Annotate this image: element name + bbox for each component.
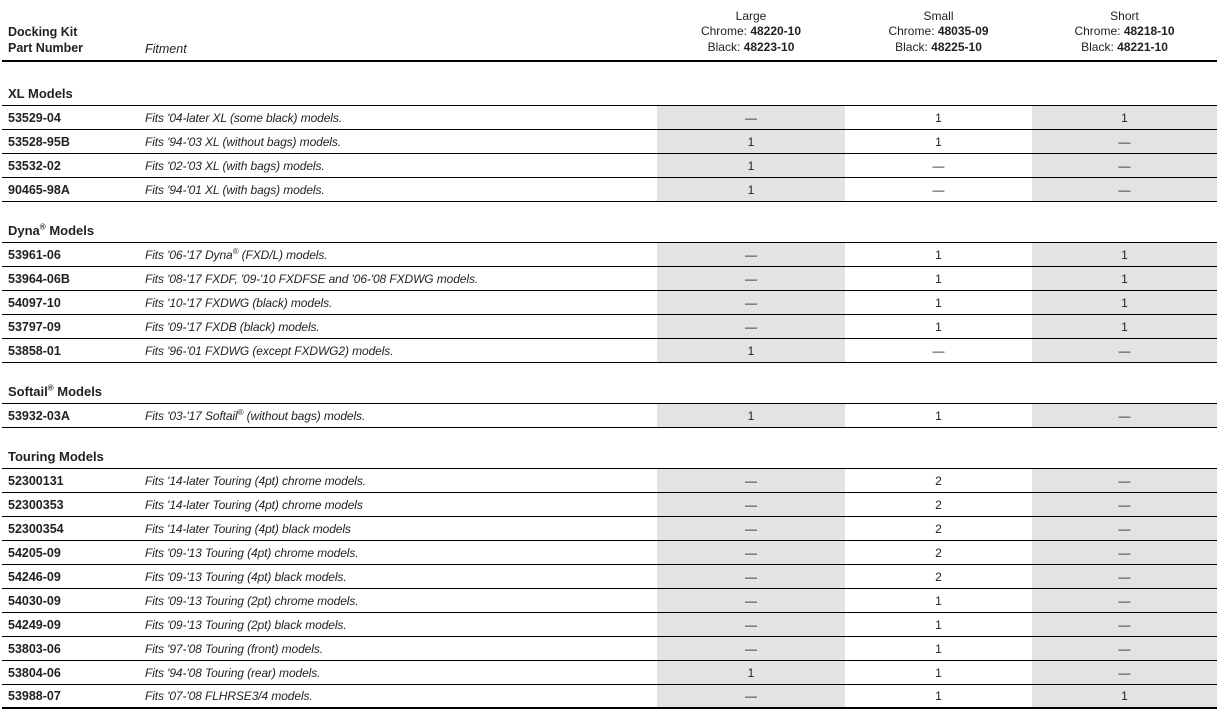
table-row	[2, 243, 1217, 267]
short-qty-cell: —	[1032, 130, 1217, 153]
table-row	[2, 339, 1217, 363]
table-row	[2, 517, 1217, 541]
large-qty-cell: —	[657, 243, 845, 266]
fitment-header: Fitment	[145, 42, 187, 56]
short-qty-cell: —	[1032, 613, 1217, 636]
short-qty-cell: —	[1032, 469, 1217, 492]
fitment-cell: Fits '14-later Touring (4pt) black models	[145, 521, 351, 536]
fitment-cell: Fits '09-'13 Touring (4pt) chrome models.	[145, 545, 359, 560]
small-qty-cell: 1	[935, 408, 942, 423]
chrome-part-number: 48035-09	[937, 24, 989, 38]
fitment-cell: Fits '07-'08 FLHRSE3/4 models.	[145, 689, 313, 703]
large-qty-cell: 1	[657, 339, 845, 362]
chrome-part-number: 48220-10	[750, 24, 802, 38]
black-part-number: 48221-10	[1117, 39, 1168, 54]
short-qty-cell: 1	[1032, 106, 1217, 129]
short-qty-cell: —	[1032, 589, 1217, 612]
short-qty-cell: —	[1032, 178, 1217, 201]
part-number-cell: 53532-02	[8, 158, 61, 173]
large-qty-cell: —	[657, 517, 845, 540]
large-qty-cell: 1	[657, 154, 845, 177]
small-qty-cell: 1	[935, 247, 942, 262]
chrome-part-line	[657, 24, 845, 40]
table-row	[2, 130, 1217, 154]
part-number-cell: 53961-06	[8, 247, 61, 262]
large-qty-cell: 1	[657, 661, 845, 684]
fitment-cell: Fits '09-'13 Touring (2pt) chrome models.	[145, 593, 359, 608]
small-qty-cell: 1	[935, 617, 942, 632]
short-qty-cell: —	[1032, 339, 1217, 362]
black-part-line	[845, 40, 1032, 56]
header-title-line1: Docking Kit	[8, 25, 78, 39]
large-qty-cell: 1	[657, 130, 845, 153]
small-qty-cell: 2	[935, 521, 942, 536]
short-qty-cell: —	[1032, 493, 1217, 516]
section	[2, 384, 1217, 428]
table-row	[2, 637, 1217, 661]
table-row	[2, 589, 1217, 613]
table-row	[2, 565, 1217, 589]
section	[2, 223, 1217, 363]
table-header	[2, 0, 1217, 62]
fitment-cell: Fits '06-'17 Dyna® (FXD/L) models.	[145, 246, 328, 262]
part-number-cell: 52300353	[8, 497, 64, 512]
fitment-cell: Fits '14-later Touring (4pt) chrome models	[145, 497, 363, 512]
section	[2, 449, 1217, 709]
fitment-cell: Fits '10-'17 FXDWG (black) models.	[145, 295, 333, 310]
part-number-cell: 53803-06	[8, 641, 61, 656]
registered-mark: ®	[232, 246, 239, 256]
chrome-label: Chrome:	[700, 24, 747, 38]
small-qty-cell: 1	[935, 593, 942, 608]
part-number-cell: 53797-09	[8, 319, 61, 334]
section-heading: Softail® Models	[2, 384, 1217, 404]
large-qty-cell: —	[657, 291, 845, 314]
black-label: Black:	[1081, 39, 1114, 54]
part-number-cell: 54249-09	[8, 617, 61, 632]
short-qty-cell: —	[1032, 154, 1217, 177]
short-qty-cell: —	[1032, 661, 1217, 684]
small-qty-cell: 1	[935, 271, 942, 286]
part-number-cell: 54030-09	[8, 593, 61, 608]
small-qty-cell: —	[932, 182, 945, 197]
section-heading: Dyna® Models	[2, 223, 1217, 243]
section-heading: Touring Models	[2, 449, 1217, 469]
part-number-cell: 90465-98A	[8, 182, 70, 197]
table-row	[2, 404, 1217, 428]
short-qty-cell: 1	[1032, 291, 1217, 314]
fitment-cell: Fits '09-'13 Touring (2pt) black models.	[145, 617, 347, 632]
large-qty-cell: —	[657, 565, 845, 588]
column-name: Large	[735, 8, 767, 23]
large-qty-cell: 1	[657, 404, 845, 427]
large-qty-cell: —	[657, 469, 845, 492]
short-qty-cell: —	[1032, 637, 1217, 660]
black-part-number: 48225-10	[931, 39, 982, 54]
small-qty-cell: 2	[935, 569, 942, 584]
part-number-cell: 53529-04	[8, 110, 61, 125]
black-label: Black:	[895, 39, 928, 54]
small-qty-cell: —	[932, 158, 945, 173]
part-number-cell: 52300354	[8, 521, 64, 536]
part-number-cell: 52300131	[8, 473, 64, 488]
registered-mark: ®	[47, 383, 54, 393]
fitment-cell: Fits '09-'13 Touring (4pt) black models.	[145, 569, 347, 584]
part-number-cell: 53932-03A	[8, 408, 70, 423]
short-qty-cell: —	[1032, 517, 1217, 540]
part-number-header	[2, 24, 145, 60]
table-row	[2, 106, 1217, 130]
short-qty-cell: —	[1032, 404, 1217, 427]
table-row	[2, 661, 1217, 685]
small-qty-cell: —	[932, 343, 945, 358]
fitment-cell: Fits '02-'03 XL (with bags) models.	[145, 158, 325, 173]
column-header-large	[657, 9, 845, 61]
part-number-cell: 53804-06	[8, 665, 61, 680]
fitment-cell: Fits '04-later XL (some black) models.	[145, 110, 343, 125]
table-row	[2, 178, 1217, 202]
large-qty-cell: —	[657, 106, 845, 129]
short-qty-cell: 1	[1032, 243, 1217, 266]
chrome-label: Chrome:	[888, 24, 935, 38]
large-qty-cell: —	[657, 267, 845, 290]
fitment-cell: Fits '03-'17 Softail® (without bags) models.	[145, 407, 366, 423]
small-qty-cell: 1	[935, 110, 942, 125]
fitment-cell: Fits '14-later Touring (4pt) chrome models.	[145, 473, 366, 488]
large-qty-cell: —	[657, 685, 845, 707]
part-number-cell: 54205-09	[8, 545, 61, 560]
large-qty-cell: 1	[657, 178, 845, 201]
fitment-cell: Fits '97-'08 Touring (front) models.	[145, 641, 323, 656]
header-title-line2: Part Number	[8, 41, 84, 55]
part-number-cell: 53964-06B	[8, 271, 70, 286]
small-qty-cell: 1	[935, 319, 942, 334]
column-name: Small	[923, 8, 954, 23]
large-qty-cell: —	[657, 613, 845, 636]
registered-mark: ®	[39, 222, 46, 232]
black-part-number: 48223-10	[743, 39, 795, 54]
section	[2, 86, 1217, 202]
column-header-small	[845, 9, 1032, 61]
table-row	[2, 493, 1217, 517]
black-part-line	[1032, 40, 1217, 56]
column-name: Short	[1110, 8, 1139, 23]
large-qty-cell: —	[657, 315, 845, 338]
part-number-cell: 54246-09	[8, 569, 61, 584]
fitment-cell: Fits '08-'17 FXDF, '09-'10 FXDFSE and '06-'08 FXDWG models.	[145, 271, 479, 286]
table-row	[2, 267, 1217, 291]
column-header-short	[1032, 9, 1217, 61]
table-row	[2, 685, 1217, 709]
part-number-cell: 53528-95B	[8, 134, 70, 149]
large-qty-cell: —	[657, 589, 845, 612]
fitment-cell: Fits '09-'17 FXDB (black) models.	[145, 319, 320, 334]
large-qty-cell: —	[657, 493, 845, 516]
table-row	[2, 469, 1217, 493]
short-qty-cell: 1	[1032, 315, 1217, 338]
short-qty-cell: 1	[1032, 685, 1217, 707]
fitment-cell: Fits '94-'01 XL (with bags) models.	[145, 182, 325, 197]
table-row	[2, 291, 1217, 315]
table-row	[2, 315, 1217, 339]
short-qty-cell: —	[1032, 541, 1217, 564]
fitment-table-body	[2, 86, 1217, 709]
small-qty-cell: 1	[935, 295, 942, 310]
fitment-cell: Fits '94-'03 XL (without bags) models.	[145, 134, 341, 149]
chrome-part-number: 48218-10	[1123, 24, 1175, 38]
black-part-line	[657, 40, 845, 56]
fitment-cell: Fits '94-'08 Touring (rear) models.	[145, 665, 321, 680]
large-qty-cell: —	[657, 637, 845, 660]
chrome-label: Chrome:	[1074, 24, 1121, 38]
small-qty-cell: 2	[935, 497, 942, 512]
section-heading: XL Models	[2, 86, 1217, 106]
fitment-cell: Fits '96-'01 FXDWG (except FXDWG2) models.	[145, 343, 394, 358]
table-row	[2, 154, 1217, 178]
short-qty-cell: 1	[1032, 267, 1217, 290]
small-qty-cell: 1	[935, 689, 942, 703]
black-label: Black:	[707, 39, 741, 54]
small-qty-cell: 1	[935, 641, 942, 656]
part-number-cell: 53988-07	[8, 689, 61, 703]
large-qty-cell: —	[657, 541, 845, 564]
chrome-part-line	[1032, 24, 1217, 40]
table-row	[2, 613, 1217, 637]
table-row	[2, 541, 1217, 565]
small-qty-cell: 1	[935, 134, 942, 149]
registered-mark: ®	[237, 407, 244, 417]
small-qty-cell: 1	[935, 665, 942, 680]
chrome-part-line	[845, 24, 1032, 40]
small-qty-cell: 2	[935, 473, 942, 488]
part-number-cell: 54097-10	[8, 295, 61, 310]
small-qty-cell: 2	[935, 545, 942, 560]
part-number-cell: 53858-01	[8, 343, 61, 358]
short-qty-cell: —	[1032, 565, 1217, 588]
